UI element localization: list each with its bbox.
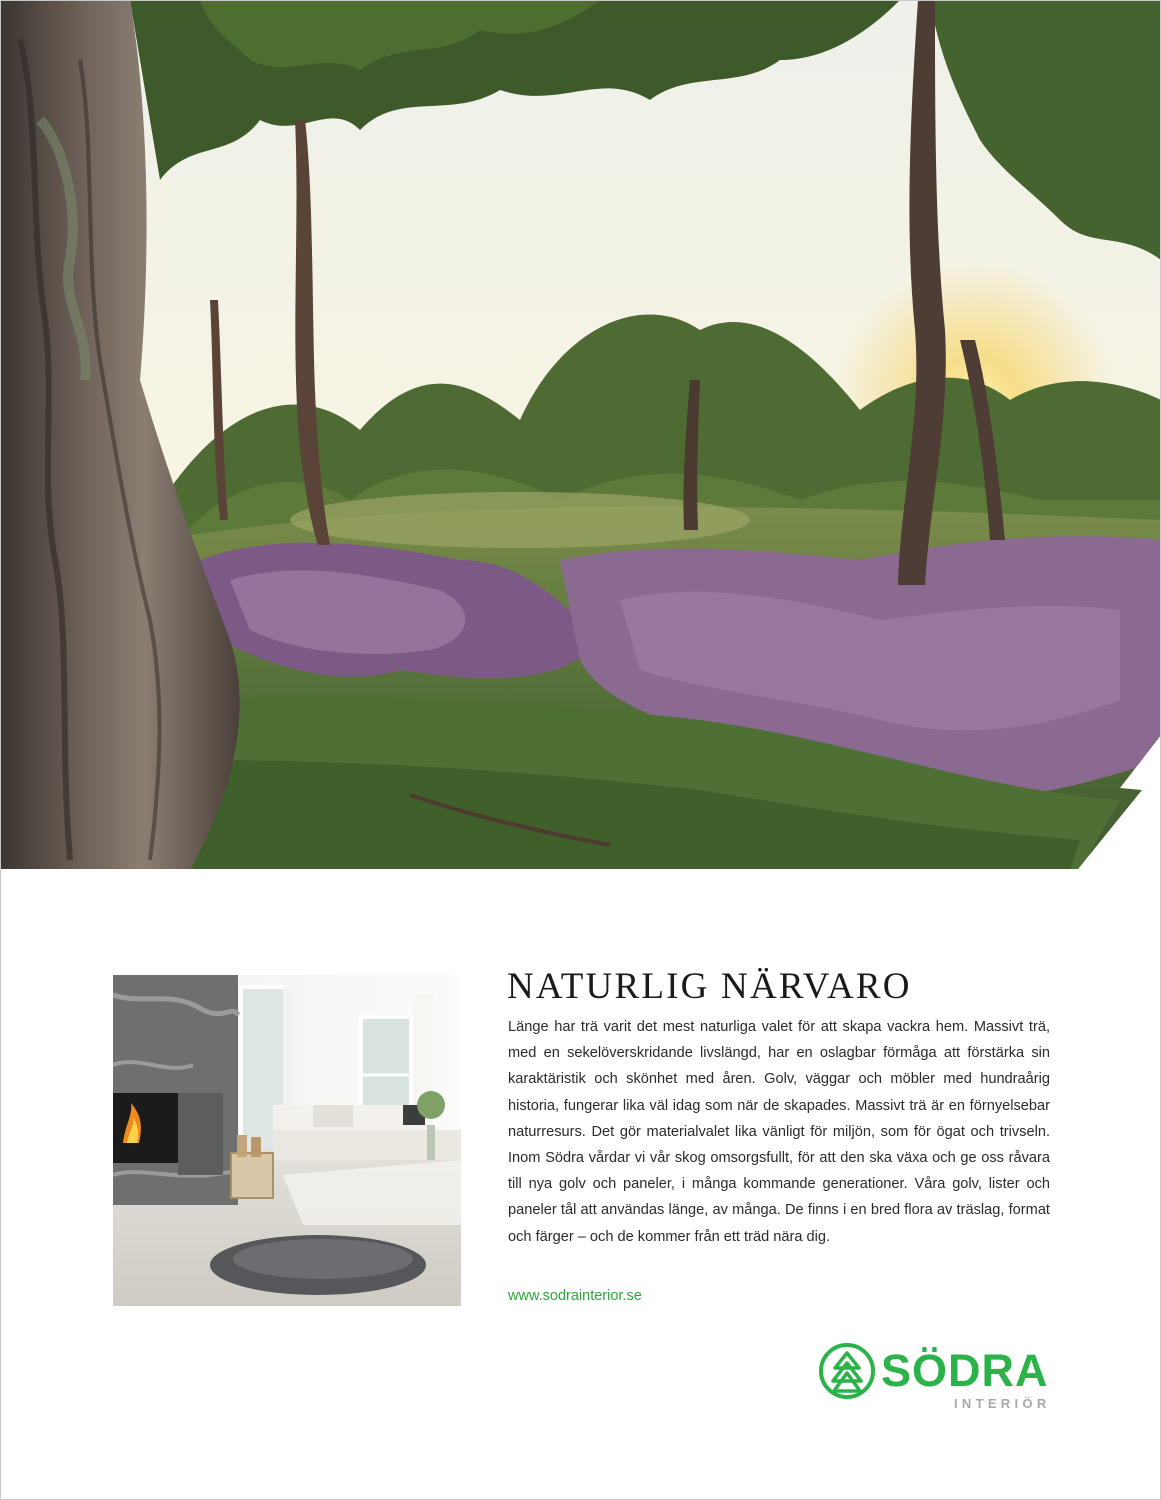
headline: NATURLIG NÄRVARO	[507, 966, 912, 1007]
sodra-logo	[818, 1342, 1068, 1414]
logo-wordmark: SÖDRA	[881, 1345, 1049, 1396]
website-link[interactable]: www.sodrainterior.se	[508, 1288, 642, 1304]
logo-subtitle: INTERIÖR	[954, 1396, 1051, 1411]
interior-fireplace-photo	[113, 975, 461, 1306]
body-copy: Länge har trä varit det mest naturliga valet för att skapa vackra hem. Massivt trä, med en sekelöverskridande livslängd, har en oslagbar förmåga att förstärka sin karaktäristik och skönhet med åren. Golv, väggar och möbler med hundraårig historia, fungerar lika väl idag som när de skapades. Massivt trä är en förnyelsebar naturresurs. Det gör materialvalet lika vänligt för miljön, som för ögat och trivseln. Inom Södra vårdar vi vår skog omsorgsfullt, för att den ska växa och ge oss råvara till nya golv och paneler, i många kommande generationer. Våra golv, lister och paneler tål att användas länge, av många. De finns i en bred flora av träslag, format och färger – och de kommer från ett träd nära dig.	[508, 1019, 1050, 1245]
sodra-tree-icon	[818, 1342, 876, 1400]
